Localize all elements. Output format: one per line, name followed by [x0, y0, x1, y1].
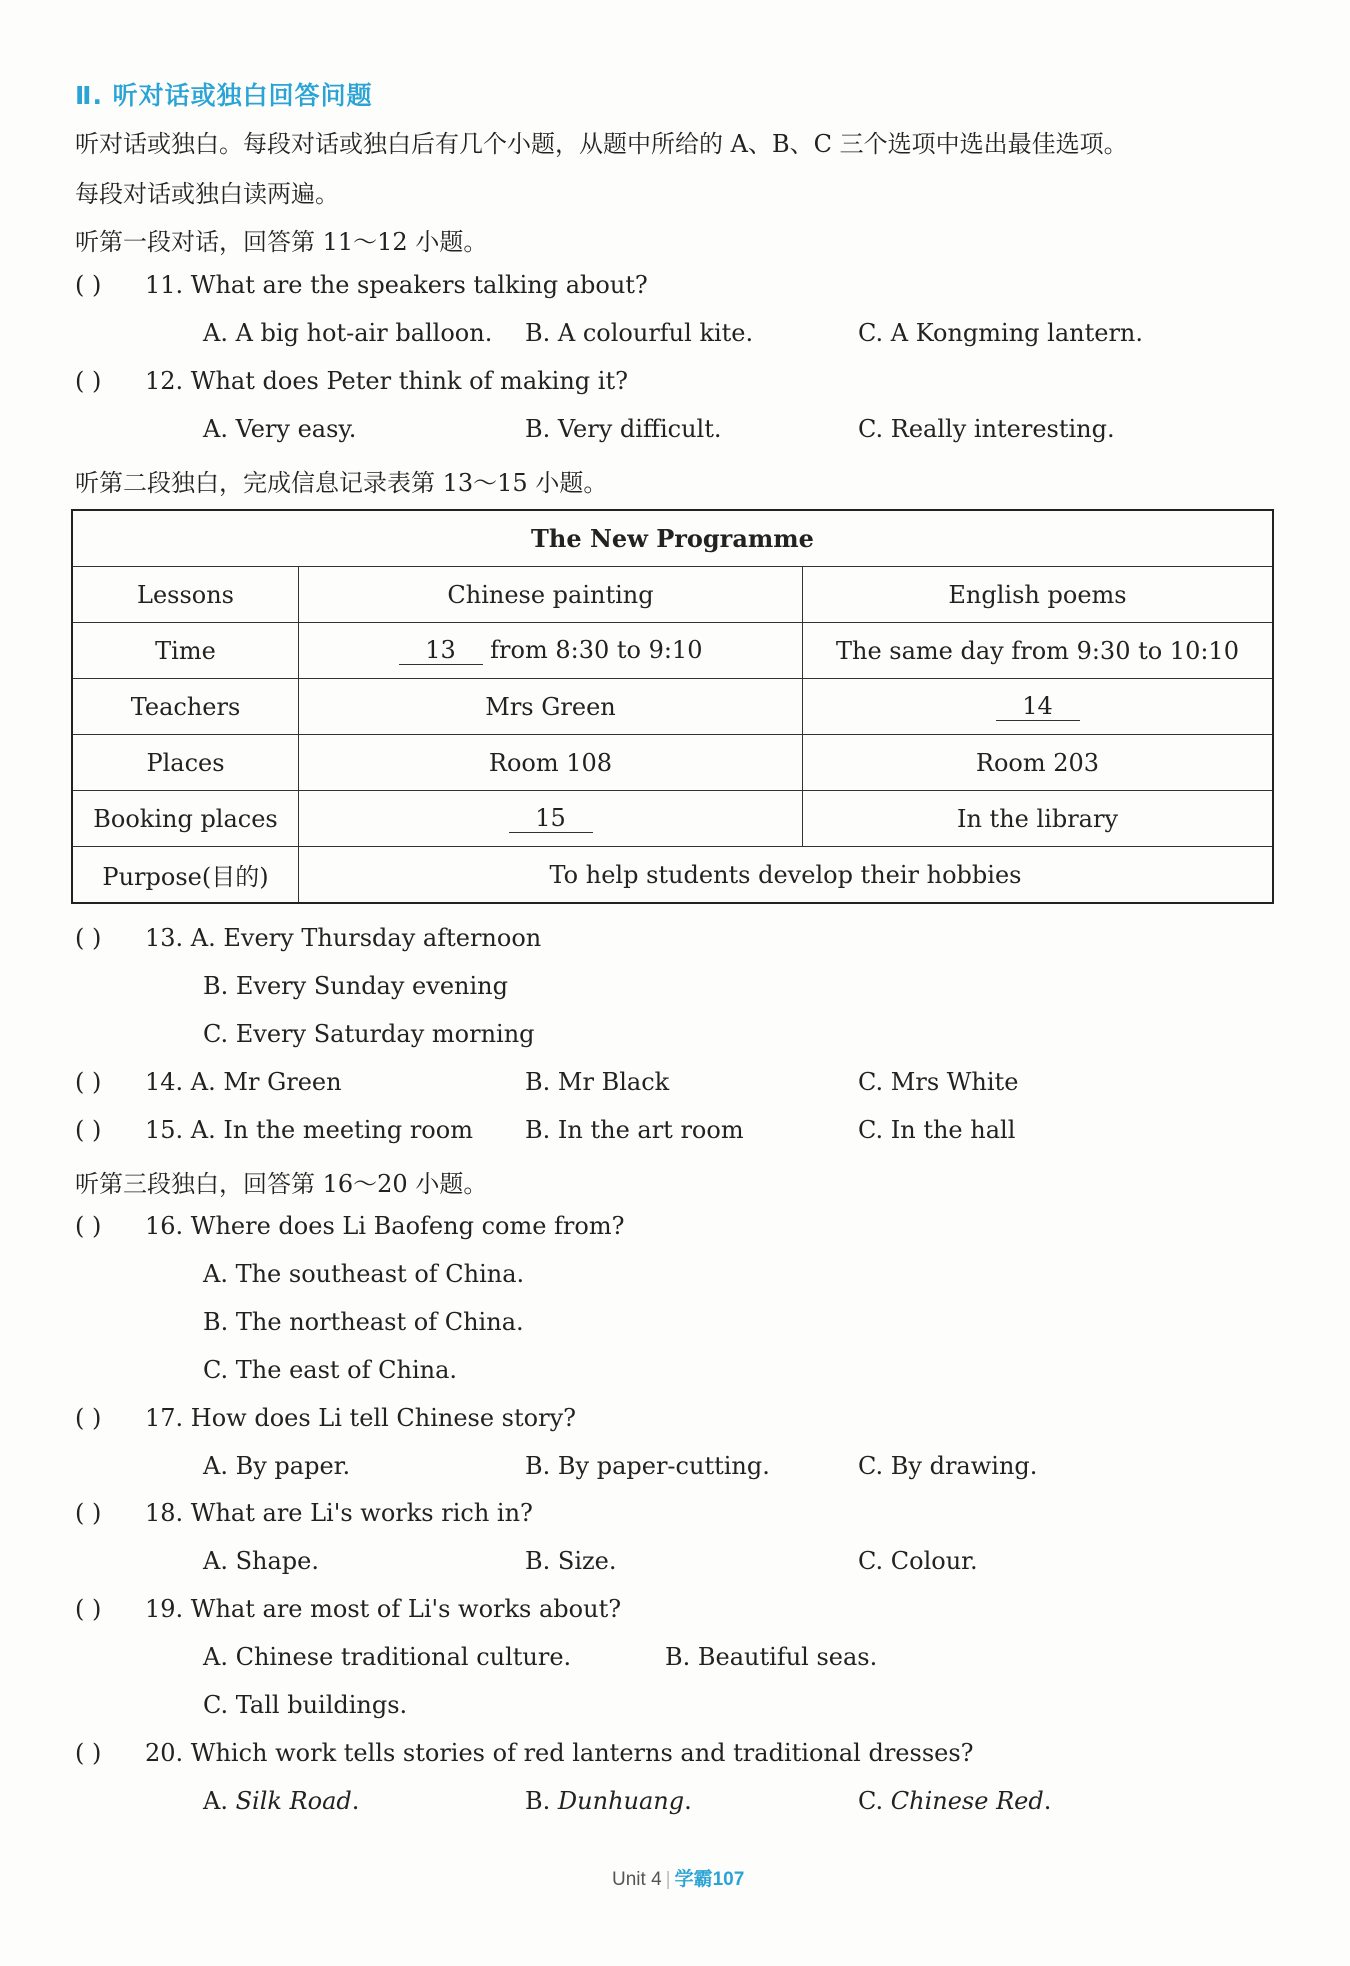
table-row [72, 791, 1273, 847]
blank-15[interactable]: 15 [509, 804, 593, 833]
time-english-poems: The same day from 9:30 to 10:10 [803, 623, 1274, 679]
q16-option-c: C. The east of China. [203, 1356, 458, 1384]
q16-option-a: A. The southeast of China. [203, 1260, 525, 1288]
question-20: 20. Which work tells stories of red lanterns and traditional dresses? [145, 1739, 974, 1767]
q13-option-b: B. Every Sunday evening [203, 972, 508, 1000]
row-label-teachers: Teachers [72, 679, 299, 735]
question-17: 17. How does Li tell Chinese story? [145, 1404, 576, 1432]
q19-option-b: B. Beautiful seas. [665, 1643, 878, 1671]
question-14: 14. A. Mr Green [145, 1068, 342, 1096]
q20-option-b [525, 1787, 692, 1815]
question-19: 19. What are most of Li's works about? [145, 1595, 622, 1623]
q15-option-b: B. In the art room [525, 1116, 744, 1144]
question-15: 15. A. In the meeting room [145, 1116, 473, 1144]
row-label-purpose: Purpose(目的) [72, 847, 299, 904]
option-a-prefix: A. [203, 1787, 236, 1815]
option-a-dot: . [351, 1787, 360, 1815]
table-row [72, 623, 1273, 679]
booking-english-poems: In the library [803, 791, 1274, 847]
option-c-prefix: C. [858, 1787, 891, 1815]
q11-option-b: B. A colourful kite. [525, 319, 754, 347]
instructions-line-1: 听对话或独白。每段对话或独白后有几个小题，从题中所给的 A、B、C 三个选项中选出最佳选项。 [75, 130, 1128, 158]
q17-option-c: C. By drawing. [858, 1452, 1038, 1480]
answer-blank-15[interactable]: ( ) [75, 1116, 102, 1144]
q20-option-a [203, 1787, 359, 1815]
programme-table [71, 509, 1274, 904]
q18-option-b: B. Size. [525, 1547, 617, 1575]
teacher-chinese-painting: Mrs Green [299, 679, 803, 735]
q12-option-c: C. Really interesting. [858, 415, 1115, 443]
answer-blank-18[interactable]: ( ) [75, 1499, 102, 1527]
row-label-time: Time [72, 623, 299, 679]
time-chinese-painting [299, 623, 803, 679]
q12-option-a: A. Very easy. [203, 415, 357, 443]
answer-blank-14[interactable]: ( ) [75, 1068, 102, 1096]
q20-option-c [858, 1787, 1051, 1815]
row-label-booking: Booking places [72, 791, 299, 847]
question-12: 12. What does Peter think of making it? [145, 367, 628, 395]
option-a-title: Silk Road [235, 1787, 352, 1815]
q14-option-c: C. Mrs White [858, 1068, 1019, 1096]
place-chinese-painting: Room 108 [299, 735, 803, 791]
answer-blank-17[interactable]: ( ) [75, 1404, 102, 1432]
question-18: 18. What are Li's works rich in? [145, 1499, 533, 1527]
section3-intro: 听第三段独白，回答第 16～20 小题。 [75, 1170, 488, 1198]
answer-blank-11[interactable]: ( ) [75, 271, 102, 299]
footer-separator: | [665, 1869, 671, 1890]
section1-intro: 听第一段对话，回答第 11～12 小题。 [75, 228, 488, 256]
q11-option-a: A. A big hot-air balloon. [203, 319, 493, 347]
question-11: 11. What are the speakers talking about? [145, 271, 648, 299]
table-title: The New Programme [72, 510, 1273, 567]
row-label-places: Places [72, 735, 299, 791]
table-row [72, 735, 1273, 791]
q12-option-b: B. Very difficult. [525, 415, 722, 443]
lesson-english-poems: English poems [803, 567, 1274, 623]
table-row [72, 567, 1273, 623]
table-row [72, 679, 1273, 735]
option-c-dot: . [1043, 1787, 1052, 1815]
answer-blank-12[interactable]: ( ) [75, 367, 102, 395]
q17-option-b: B. By paper-cutting. [525, 1452, 770, 1480]
q18-option-a: A. Shape. [203, 1547, 319, 1575]
q14-option-b: B. Mr Black [525, 1068, 670, 1096]
q18-option-c: C. Colour. [858, 1547, 978, 1575]
question-16: 16. Where does Li Baofeng come from? [145, 1212, 625, 1240]
q11-option-c: C. A Kongming lantern. [858, 319, 1144, 347]
q19-option-c: C. Tall buildings. [203, 1691, 408, 1719]
option-b-prefix: B. [525, 1787, 558, 1815]
answer-blank-13[interactable]: ( ) [75, 924, 102, 952]
question-13: 13. A. Every Thursday afternoon [145, 924, 542, 952]
q19-option-a: A. Chinese traditional culture. [203, 1643, 572, 1671]
answer-blank-20[interactable]: ( ) [75, 1739, 102, 1767]
q16-option-b: B. The northeast of China. [203, 1308, 524, 1336]
instructions-line-2: 每段对话或独白读两遍。 [75, 180, 339, 208]
time-range: from 8:30 to 9:10 [490, 636, 703, 664]
section-heading: Ⅱ. 听对话或独白回答问题 [75, 81, 373, 110]
option-b-title: Dunhuang [557, 1787, 685, 1815]
booking-chinese-painting [299, 791, 803, 847]
footer-page-number: 107 [712, 1869, 745, 1890]
q15-option-c: C. In the hall [858, 1116, 1016, 1144]
blank-14[interactable]: 14 [996, 692, 1080, 721]
option-c-title: Chinese Red [890, 1787, 1044, 1815]
section2-intro: 听第二段独白，完成信息记录表第 13～15 小题。 [75, 469, 608, 497]
row-label-lessons: Lessons [72, 567, 299, 623]
table-title-row [72, 510, 1273, 567]
q13-option-c: C. Every Saturday morning [203, 1020, 535, 1048]
footer-brand: 学霸 [674, 1869, 713, 1890]
lesson-chinese-painting: Chinese painting [299, 567, 803, 623]
teacher-english-poems [803, 679, 1274, 735]
place-english-poems: Room 203 [803, 735, 1274, 791]
answer-blank-16[interactable]: ( ) [75, 1212, 102, 1240]
page-footer [612, 1864, 744, 1891]
option-b-dot: . [684, 1787, 692, 1815]
purpose-value: To help students develop their hobbies [299, 847, 1274, 904]
answer-blank-19[interactable]: ( ) [75, 1595, 102, 1623]
blank-13[interactable]: 13 [399, 636, 483, 665]
q17-option-a: A. By paper. [203, 1452, 351, 1480]
table-row [72, 847, 1273, 904]
footer-unit: Unit 4 [612, 1869, 662, 1890]
